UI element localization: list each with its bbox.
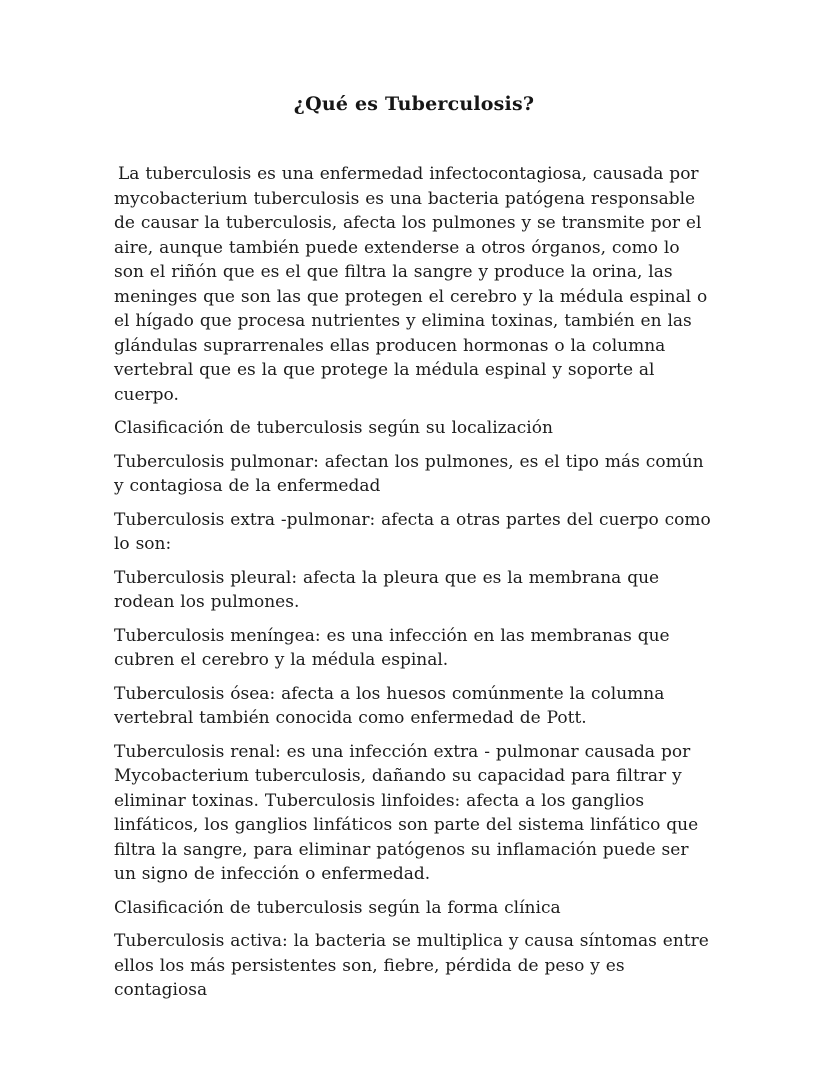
paragraph-tb-activa: Tuberculosis activa: la bacteria se multiplica y causa síntomas entre ellos los más persistentes son, fiebre, pérdida de peso y es contagiosa xyxy=(114,931,709,1000)
paragraph-tb-renal-linfoides: Tuberculosis renal: es una infección extra - pulmonar causada por Mycobacterium tuberculosis, dañando su capacidad para filtrar y eliminar toxinas. Tuberculosis linfoides: afecta a los ganglios linfáticos, los ganglios linfáticos son parte del sistema linfático que filtra la sangre, para eliminar patógenos su inflamación puede ser un signo de infección o enfermedad. xyxy=(114,741,699,884)
paragraph-tb-pulmonar: Tuberculosis pulmonar: afectan los pulmones, es el tipo más común y contagiosa de la enfermedad xyxy=(114,451,704,496)
paragraph-intro: La tuberculosis es una enfermedad infectocontagiosa, causada por mycobacterium tuberculosis es una bacteria patógena responsable de causar la tuberculosis, afecta los pulmones y se transmite por el aire, aunque también puede extenderse a otros órganos, como lo son el riñón que es el que filtra la sangre y produce la orina, las meninges que son las que protegen el cerebro y la médula espinal o el hígado que procesa nutrientes y elimina toxinas, también en las glándulas suprarrenales ellas producen hormonas o la columna vertebral que es la que protege la médula espinal y soporte al cuerpo. xyxy=(114,164,708,405)
paragraph-clasificacion-localizacion: Clasificación de tuberculosis según su localización xyxy=(114,418,553,438)
paragraph-tb-osea: Tuberculosis ósea: afecta a los huesos comúnmente la columna vertebral también conocida como enfermedad de Pott. xyxy=(114,683,665,728)
paragraph-clasificacion-forma-clinica: Clasificación de tuberculosis según la forma clínica xyxy=(114,897,561,918)
paragraph-tb-meningea: Tuberculosis meníngea: es una infección en las membranas que cubren el cerebro y la médula espinal. xyxy=(114,625,670,670)
paragraph-tb-extrapulmonar: Tuberculosis extra -pulmonar: afecta a otras partes del cuerpo como lo son: xyxy=(114,509,711,554)
document-title: ¿Qué es Tuberculosis? xyxy=(293,93,535,115)
paragraph-tb-pleural: Tuberculosis pleural: afecta la pleura que es la membrana que rodean los pulmones. xyxy=(114,567,660,612)
